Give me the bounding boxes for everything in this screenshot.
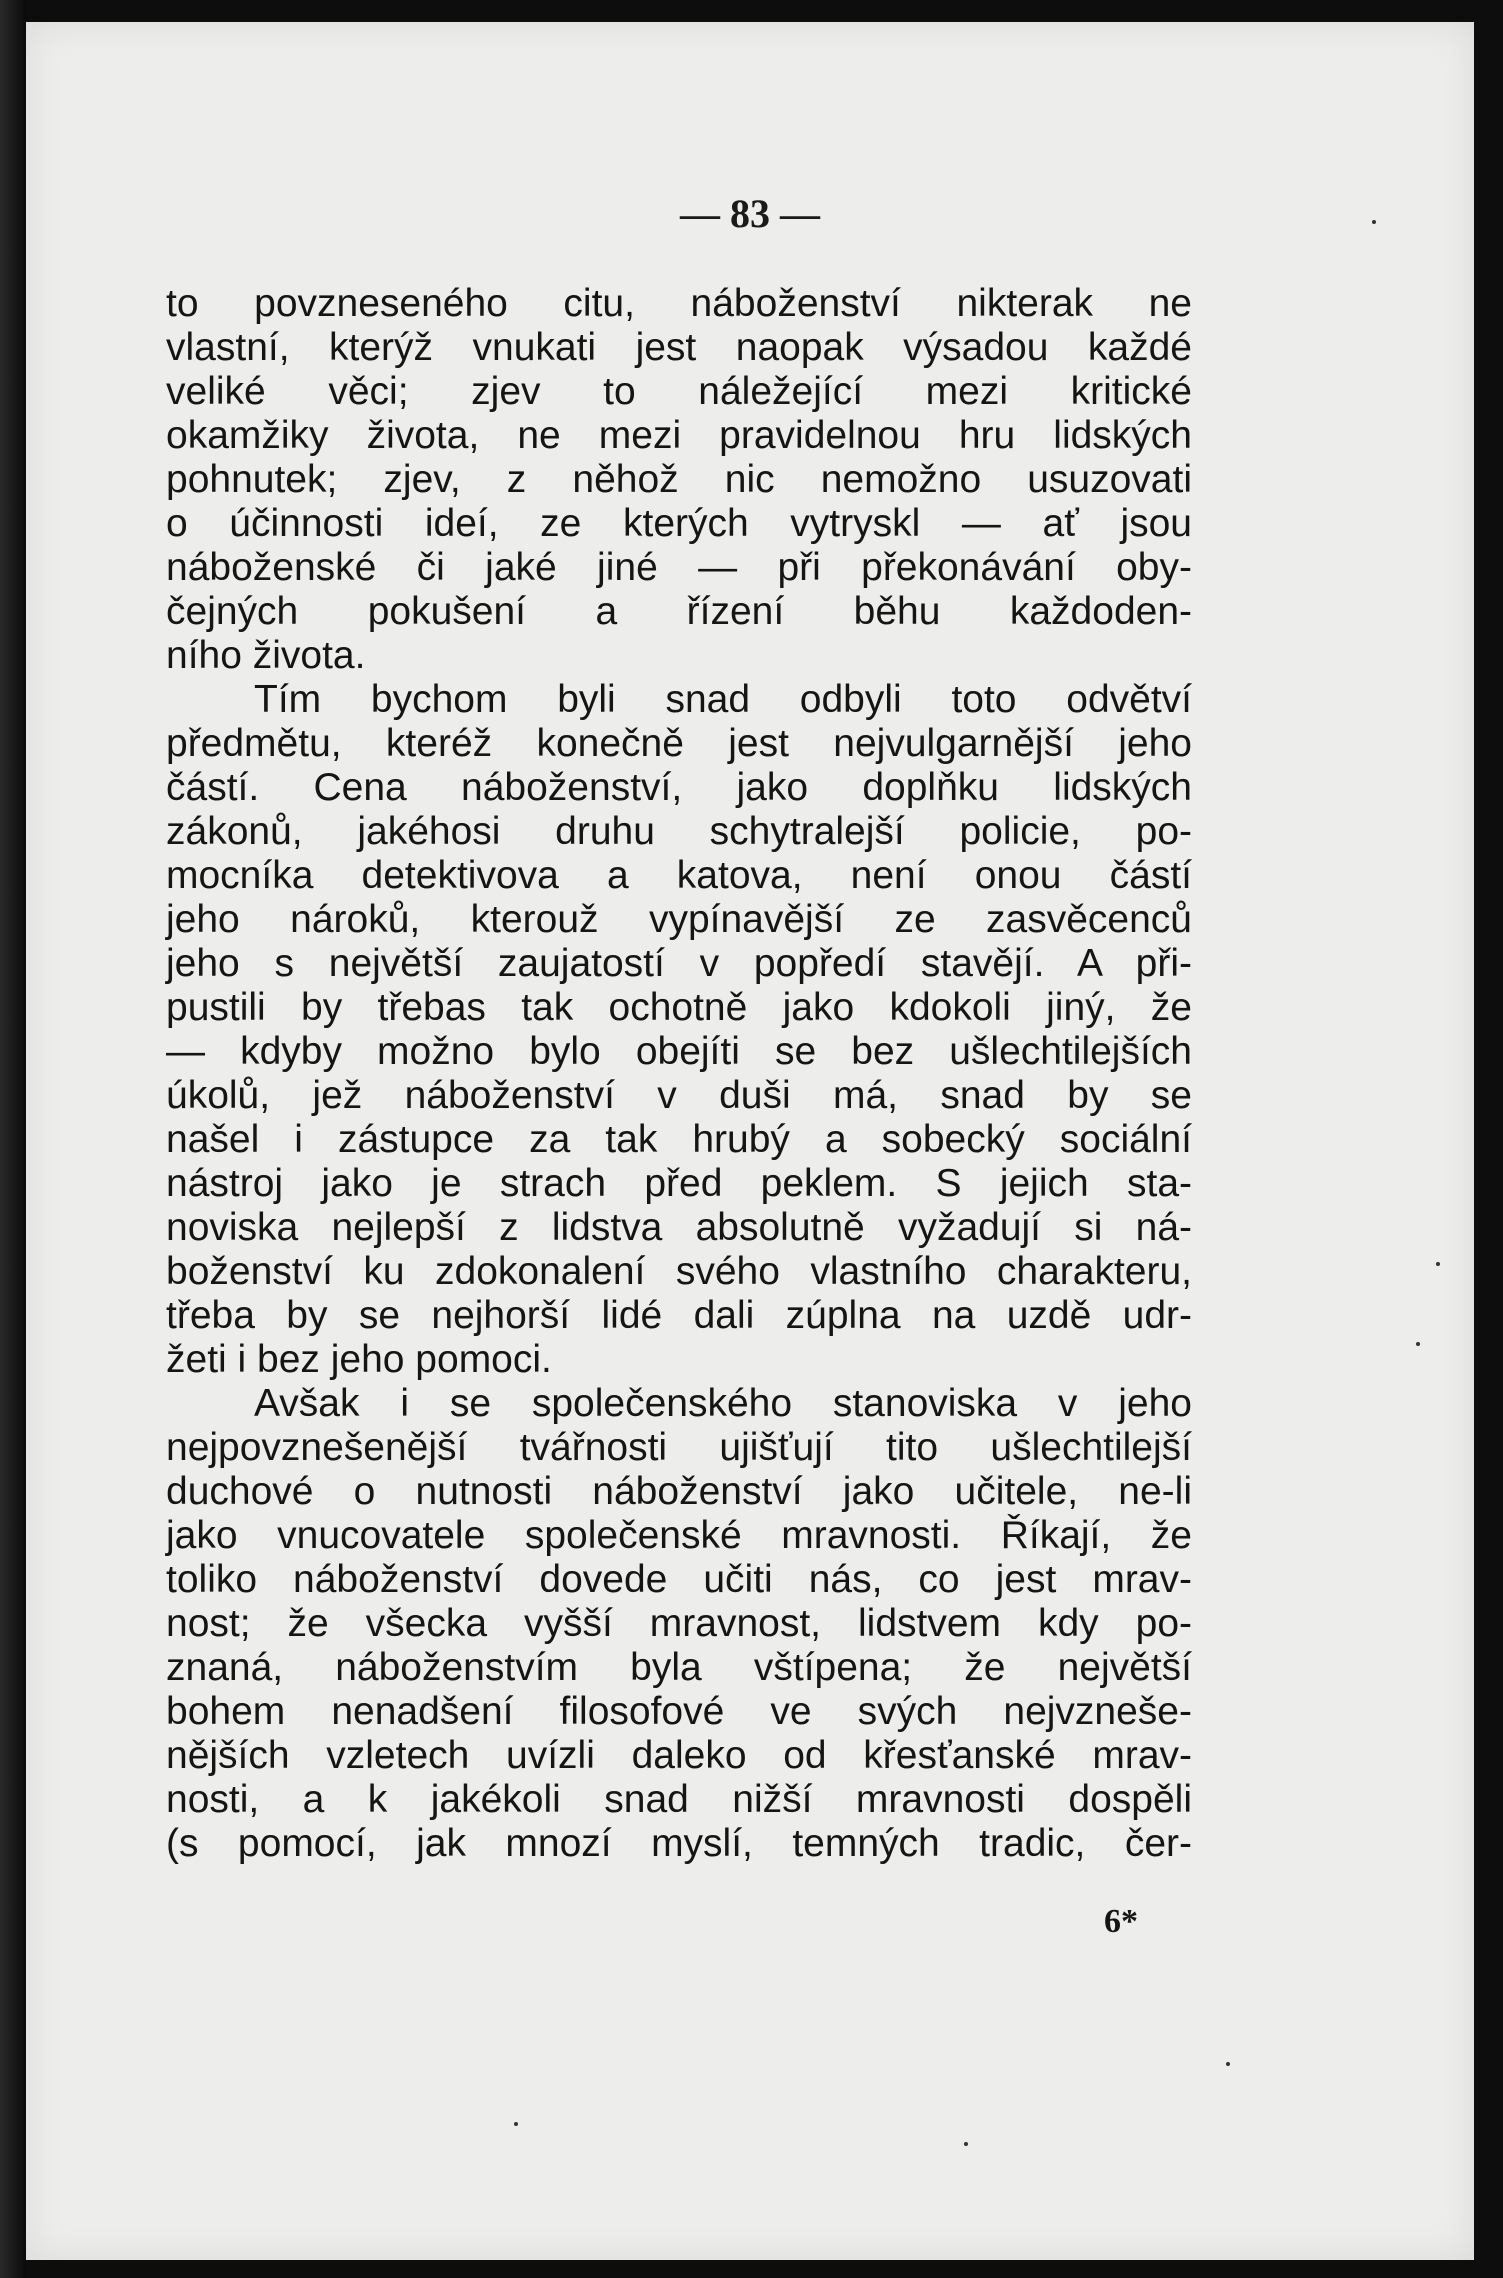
paper-speck bbox=[514, 2122, 518, 2126]
text-line: bohem nenadšení filosofové ve svých nejvzneše- bbox=[166, 1690, 1192, 1733]
text-line: jako vnucovatele společenské mravnosti. Říkají, že bbox=[166, 1514, 1192, 1557]
text-line: Avšak i se společenského stanoviska v jeho bbox=[254, 1382, 1192, 1425]
text-line: noviska nejlepší z lidstva absolutně vyžadují si ná- bbox=[166, 1206, 1192, 1249]
text-line: našel i zástupce za tak hrubý a sobecký sociální bbox=[166, 1118, 1192, 1161]
page-number: — 83 — bbox=[680, 191, 820, 236]
text-line: pustili by třebas tak ochotně jako kdokoli jiný, že bbox=[166, 986, 1192, 1029]
page-body-text bbox=[166, 282, 1192, 1866]
text-line: čejných pokušení a řízení běhu každoden- bbox=[166, 590, 1192, 633]
text-line: jeho s největší zaujatostí v popředí stavějí. A při- bbox=[166, 942, 1192, 985]
text-line: o účinnosti ideí, ze kterých vytryskl — ať jsou bbox=[166, 502, 1192, 545]
text-line: jeho nároků, kterouž vypínavější ze zasvěcenců bbox=[166, 898, 1192, 941]
paragraph-1 bbox=[166, 282, 1192, 678]
text-line: zákonů, jakéhosi druhu schytralejší policie, po- bbox=[166, 810, 1192, 853]
text-line: veliké věci; zjev to náležející mezi kritické bbox=[166, 370, 1192, 413]
text-line: třeba by se nejhorší lidé dali zúplna na uzdě udr- bbox=[166, 1294, 1192, 1337]
paper-speck bbox=[1372, 220, 1376, 224]
text-line: předmětu, kteréž konečně jest nejvulgarnější jeho bbox=[166, 722, 1192, 765]
paper-speck bbox=[1226, 2062, 1230, 2066]
text-line: náboženské či jaké jiné — při překonávání oby- bbox=[166, 546, 1192, 589]
text-line: boženství ku zdokonalení svého vlastního charakteru, bbox=[166, 1250, 1192, 1293]
text-line: to povzneseného citu, náboženství nikterak ne bbox=[166, 282, 1192, 325]
text-line: toliko náboženství dovede učiti nás, co jest mrav- bbox=[166, 1558, 1192, 1601]
text-line: pohnutek; zjev, z něhož nic nemožno usuzovati bbox=[166, 458, 1192, 501]
text-line: znaná, náboženstvím byla vštípena; že největší bbox=[166, 1646, 1192, 1689]
paragraph-2 bbox=[166, 678, 1192, 1382]
signature-mark: 6* bbox=[1104, 1903, 1138, 1940]
text-line: žeti i bez jeho pomoci. bbox=[166, 1338, 552, 1381]
text-line: Tím bychom byli snad odbyli toto odvětví bbox=[254, 678, 1192, 721]
text-line: duchové o nutnosti náboženství jako učitele, ne-li bbox=[166, 1470, 1192, 1513]
paper-speck bbox=[964, 2142, 968, 2146]
text-line: ního života. bbox=[166, 634, 366, 677]
text-line: úkolů, jež náboženství v duši má, snad by se bbox=[166, 1074, 1192, 1117]
text-line: (s pomocí, jak mnozí myslí, temných tradic, čer- bbox=[166, 1822, 1192, 1865]
text-line: mocníka detektivova a katova, není onou částí bbox=[166, 854, 1192, 897]
paragraph-3 bbox=[166, 1382, 1192, 1866]
paper-speck bbox=[1416, 1342, 1420, 1346]
paper-speck bbox=[1436, 1262, 1440, 1266]
text-line: nástroj jako je strach před peklem. S jejich sta- bbox=[166, 1162, 1192, 1205]
text-line: částí. Cena náboženství, jako doplňku lidských bbox=[166, 766, 1192, 809]
text-line: nosti, a k jakékoli snad nižší mravnosti dospěli bbox=[166, 1778, 1192, 1821]
binding-edge bbox=[0, 0, 26, 2278]
text-line: — kdyby možno bylo obejíti se bez ušlechtilejších bbox=[166, 1030, 1192, 1073]
text-line: nejpovznešenější tvářnosti ujišťují tito ušlechtilejší bbox=[166, 1426, 1192, 1469]
text-line: okamžiky života, ne mezi pravidelnou hru lidských bbox=[166, 414, 1192, 457]
text-line: nějších vzletech uvízli daleko od křesťanské mrav- bbox=[166, 1734, 1192, 1777]
text-line: nost; že všecka vyšší mravnost, lidstvem kdy po- bbox=[166, 1602, 1192, 1645]
text-line: vlastní, kterýž vnukati jest naopak výsadou každé bbox=[166, 326, 1192, 369]
